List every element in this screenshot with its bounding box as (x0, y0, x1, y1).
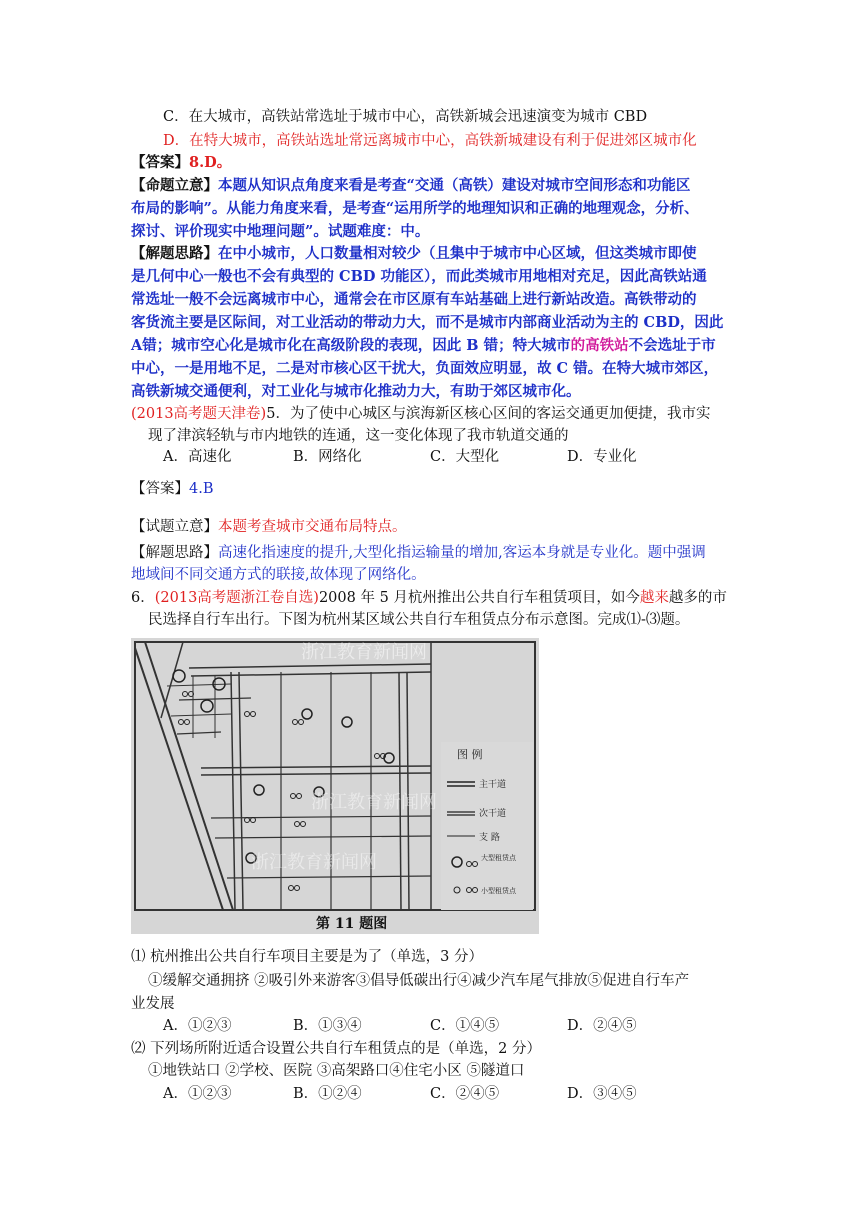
sub1-choices-line2: 业发展 (131, 996, 175, 1012)
q6-line1: 6．(2013高考题浙江卷自选)2008 年 5 月杭州推出公共自行车租赁项目，如今越来越多的市 (131, 590, 727, 606)
legend-secondary-road: 次干道 (479, 809, 507, 819)
intent-8-line2: 布局的影响”。从能力角度来看，是考查“运用所学的地理知识和正确的地理观念，分析、 (131, 200, 699, 217)
legend-large-point: 大型租赁点 (481, 854, 516, 862)
sub1-option-b: B．①③④ (293, 1018, 362, 1034)
q5-source: (2013高考题天津卷) (131, 406, 267, 422)
thinking-4-line2: 地域间不同交通方式的联接,故体现了网络化。 (131, 567, 426, 583)
highlight-high-speed-station: 的高铁站 (570, 337, 629, 354)
q6-source: (2013高考题浙江卷自选) (154, 590, 319, 606)
watermark: 浙江教育新闻网 (301, 642, 427, 663)
bike-rental-map (131, 638, 539, 934)
legend-main-road: 主干道 (479, 780, 507, 790)
q5-line2: 现了津滨轻轨与市内地铁的连通，这一变化体现了我市轨道交通的 (148, 428, 569, 444)
legend-branch-road: 支 路 (479, 833, 500, 843)
option-c-prev: C．在大城市，高铁站常选址于城市中心，高铁新城会迅速演变为城市 CBD (163, 109, 648, 125)
q5-option-c: C．大型化 (430, 449, 500, 465)
legend-small-point: 小型租赁点 (481, 887, 516, 895)
thinking-tag: 【解题思路】 (131, 245, 218, 262)
intent-8-line3: 探讨、评价现实中地理问题”。试题难度：中。 (131, 223, 430, 240)
sub1-option-a: A．①②③ (163, 1018, 232, 1034)
option-d-prev: D．在特大城市，高铁站选址常远离城市中心，高铁新城建设有利于促进郊区城市化 (163, 133, 697, 149)
intent-tag: 【命题立意】 (131, 177, 218, 194)
answer-tag: 【答案】 (131, 154, 189, 171)
sub2-stem: ⑵ 下列场所附近适合设置公共自行车租赁点的是（单选，2 分） (131, 1041, 541, 1057)
thinking-8-line5: A错；城市空心化是城市化在高级阶段的表现，因此 B 错；特大城市的高铁站不会选址于市 (131, 337, 716, 354)
watermark-2: 浙江教育新闻网 (311, 792, 437, 813)
sub1-stem: ⑴ 杭州推出公共自行车项目主要是为了（单选，3 分） (131, 949, 483, 965)
sub2-option-a: A．①②③ (163, 1086, 232, 1102)
q5-option-b: B．网络化 (293, 449, 362, 465)
sub1-option-c: C．①④⑤ (430, 1018, 500, 1034)
answer-8 (131, 152, 231, 174)
thinking-4-line1: 【解题思路】高速化指速度的提升,大型化指运输量的增加,客运本身就是专业化。题中强调 (131, 545, 706, 561)
answer-4: 【答案】4.B (131, 481, 214, 497)
watermark-3: 浙江教育新闻网 (251, 852, 377, 873)
thinking-8-line1: 【解题思路】在中小城市，人口数量相对较少（且集中于城市中心区域，但这类城市即使 (131, 245, 697, 262)
sub2-choices: ①地铁站口 ②学校、医院 ③高架路口④住宅小区 ⑤隧道口 (148, 1063, 525, 1079)
sub2-option-c: C．②④⑤ (430, 1086, 500, 1102)
answer-text: 8.D。 (189, 154, 232, 171)
q5-line1: (2013高考题天津卷)5．为了使中心城区与滨海新区核心区间的客运交通更加便捷，我市实 (131, 406, 711, 422)
legend-title: 图 例 (457, 748, 483, 761)
thinking-8-line2: 是几何中心一般也不会有典型的 CBD 功能区），而此类城市用地相对充足，因此高铁站通 (131, 268, 707, 285)
thinking-8-line4: 客货流主要是区际间，对工业活动的带动力大，而不是城市内部商业活动为主的 CBD，因此 (131, 314, 724, 331)
intent-8-line1: 【命题立意】本题从知识点角度来看是考查“交通（高铁）建设对城市空间形态和功能区 (131, 177, 691, 194)
q5-option-d: D．专业化 (567, 449, 637, 465)
thinking-8-line3: 常选址一般不会远离城市中心，通常会在市区原有车站基础上进行新站改造。高铁带动的 (131, 291, 697, 308)
q6-line2: 民选择自行车出行。下图为杭州某区域公共自行车租赁点分布示意图。完成⑴-⑶题。 (148, 612, 690, 628)
q5-option-a: A．高速化 (163, 449, 232, 465)
sub1-option-d: D．②④⑤ (567, 1018, 637, 1034)
thinking-8-line6: 中心，一是用地不足，二是对市核心区干扰大，负面效应明显，故 C 错。在特大城市郊区， (131, 360, 719, 377)
intent-4: 【试题立意】本题考查城市交通布局特点。 (131, 519, 407, 535)
sub1-choices-line1: ①缓解交通拥挤 ②吸引外来游客③倡导低碳出行④减少汽车尾气排放⑤促进自行车产 (148, 973, 690, 989)
figure-caption: 第 11 题图 (316, 916, 388, 932)
thinking-8-line7: 高铁新城交通便利，对工业化与城市化推动力大，有助于郊区城市化。 (131, 383, 581, 400)
sub2-option-b: B．①②④ (293, 1086, 362, 1102)
sub2-option-d: D．③④⑤ (567, 1086, 637, 1102)
